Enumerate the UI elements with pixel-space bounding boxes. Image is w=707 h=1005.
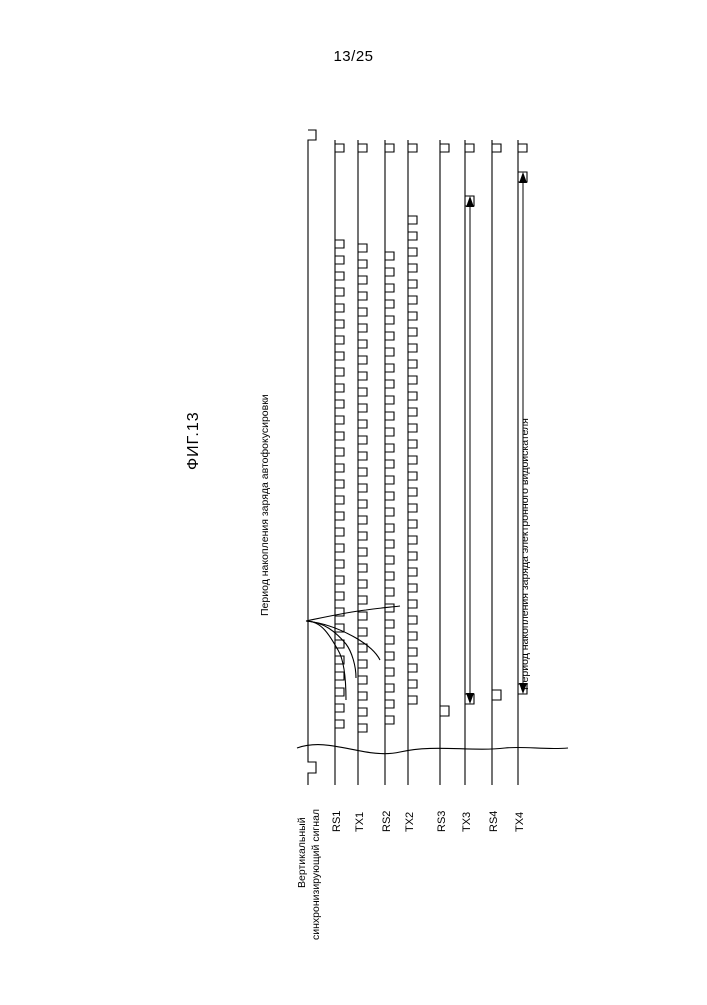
annotation-af-period: Период накопления заряда автофокусировки [259, 394, 271, 616]
signal-label-tx2: TX2 [404, 811, 416, 832]
signal-label-rs1: RS1 [331, 810, 343, 832]
page-number: 13/25 [333, 48, 374, 65]
signal-label-tx4: TX4 [514, 811, 526, 832]
signal-label-tx3: TX3 [461, 811, 473, 832]
figure-label: ФИГ.13 [185, 411, 202, 470]
signal-label-rs2: RS2 [381, 810, 393, 832]
signal-label-vsync: Вертикальный [296, 817, 308, 888]
signal-label-rs4: RS4 [488, 810, 500, 832]
signal-label-tx1: TX1 [354, 811, 366, 832]
signal-label-rs3: RS3 [436, 810, 448, 832]
annotation-evf-period: Период накопления заряда электронного видоискателя [519, 418, 531, 690]
signal-label-vsync-line2: синхронизирующий сигнал [310, 808, 322, 940]
